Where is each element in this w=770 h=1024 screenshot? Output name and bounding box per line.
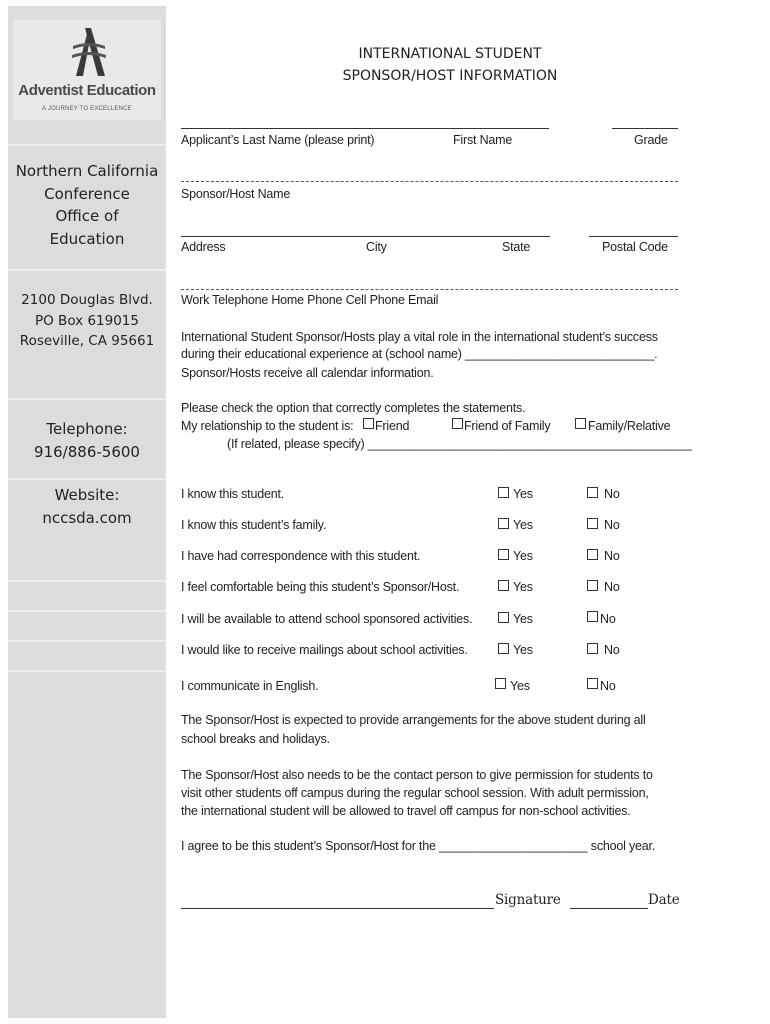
intro-text: International Student Sponsor/Hosts play a vital role in the international student’s success: [181, 330, 658, 344]
permission-text: visit other students off campus during the regular school session. With adult permission,: [181, 786, 649, 800]
address-line: Roseville, CA 95661: [19, 333, 155, 349]
yes-label: Yes: [513, 487, 533, 501]
question-label: I have had correspondence with this student.: [181, 549, 421, 563]
question-label: I know this student.: [181, 487, 285, 501]
question-label: I know this student’s family.: [181, 518, 327, 532]
address-field[interactable]: [181, 236, 550, 237]
address-line: 2100 Douglas Blvd.: [21, 292, 153, 308]
yes-checkbox[interactable]: [498, 612, 509, 623]
no-checkbox[interactable]: [587, 487, 598, 498]
question-label: I communicate in English.: [181, 679, 319, 693]
no-checkbox[interactable]: [587, 549, 598, 560]
applicant-last-label: Applicant’s Last Name (please print): [181, 133, 375, 147]
postal-code-field[interactable]: [589, 236, 678, 237]
date-field[interactable]: [570, 908, 648, 909]
org-line: Office of: [55, 207, 119, 225]
org-line: Conference: [44, 184, 130, 203]
first-name-label: First Name: [453, 133, 513, 147]
friend-checkbox[interactable]: [363, 418, 374, 429]
family-relative-option-label: Family/Relative: [588, 419, 671, 433]
logo-tagline: A JOURNEY TO EXCELLENCE: [42, 106, 132, 112]
phones-field[interactable]: [181, 289, 678, 290]
friend-option-label: Friend: [375, 419, 410, 433]
no-checkbox[interactable]: [587, 643, 598, 654]
intro-text: Sponsor/Hosts receive all calendar information.: [181, 366, 434, 380]
yes-checkbox[interactable]: [498, 487, 509, 498]
question-label: I feel comfortable being this student’s Sponsor/Host.: [181, 580, 460, 594]
relationship-label: My relationship to the student is:: [181, 419, 354, 433]
yes-label: Yes: [513, 580, 533, 594]
related-specify-field[interactable]: (If related, please specify) ________________________________________________: [227, 437, 692, 451]
telephone-label: Telephone:: [46, 420, 128, 438]
no-label: No: [604, 518, 620, 532]
intro-text: during their educational experience at (school name) ____________________________.: [181, 347, 658, 361]
date-label: Date: [648, 892, 680, 908]
yes-checkbox[interactable]: [498, 549, 509, 560]
phones-label: Work Telephone Home Phone Cell Phone Email: [181, 293, 439, 307]
no-checkbox[interactable]: [587, 678, 598, 689]
no-checkbox[interactable]: [587, 518, 598, 529]
permission-text: The Sponsor/Host also needs to be the contact person to give permission for students to: [181, 768, 653, 782]
signature-field[interactable]: [181, 908, 494, 909]
no-label: No: [604, 549, 620, 563]
yes-label: Yes: [513, 549, 533, 563]
sponsor-name-label: Sponsor/Host Name: [181, 187, 291, 201]
city-label: City: [366, 240, 387, 254]
permission-text: the international student will be allowed to travel off campus for non-school activities.: [181, 804, 631, 818]
family-relative-checkbox[interactable]: [575, 418, 586, 429]
expectations-text: The Sponsor/Host is expected to provide arrangements for the above student during all: [181, 713, 646, 727]
grade-label: Grade: [634, 133, 668, 147]
address-line: PO Box 619015: [35, 312, 139, 329]
no-checkbox[interactable]: [587, 611, 598, 622]
grade-field[interactable]: [612, 128, 678, 129]
no-label: No: [600, 612, 616, 626]
yes-checkbox[interactable]: [498, 643, 509, 654]
yes-checkbox[interactable]: [498, 580, 509, 591]
website-link[interactable]: nccsda.com: [42, 508, 132, 527]
org-line: Northern California: [15, 162, 159, 180]
logo-title: Adventist Education: [18, 82, 156, 99]
yes-checkbox[interactable]: [495, 678, 506, 689]
yes-label: Yes: [510, 679, 530, 693]
form-title-line2: SPONSOR/HOST INFORMATION: [342, 68, 558, 84]
no-label: No: [604, 487, 620, 501]
friend-of-family-checkbox[interactable]: [452, 418, 463, 429]
question-label: I will be available to attend school sponsored activities.: [181, 612, 473, 626]
state-label: State: [502, 240, 531, 254]
yes-label: Yes: [513, 518, 533, 532]
friend-of-family-option-label: Friend of Family: [464, 419, 551, 433]
no-label: No: [604, 580, 620, 594]
no-label: No: [600, 679, 616, 693]
question-label: I would like to receive mailings about school activities.: [181, 643, 468, 657]
expectations-text: school breaks and holidays.: [181, 732, 330, 746]
agreement-text: I agree to be this student’s Sponsor/Host for the ______________________ school year.: [181, 839, 656, 853]
yes-label: Yes: [513, 643, 533, 657]
form-title-line1: INTERNATIONAL STUDENT: [358, 46, 542, 62]
no-checkbox[interactable]: [587, 580, 598, 591]
check-instructions: Please check the option that correctly completes the statements.: [181, 401, 526, 415]
telephone-number: 916/886-5600: [34, 442, 140, 461]
signature-label: Signature: [495, 892, 561, 908]
yes-label: Yes: [513, 612, 533, 626]
yes-checkbox[interactable]: [498, 518, 509, 529]
sponsor-name-field[interactable]: [181, 181, 678, 182]
website-label: Website:: [54, 486, 120, 504]
applicant-name-field[interactable]: [181, 128, 549, 129]
org-line: Education: [49, 229, 125, 248]
address-label: Address: [181, 240, 226, 254]
no-label: No: [604, 643, 620, 657]
postal-code-label: Postal Code: [602, 240, 668, 254]
